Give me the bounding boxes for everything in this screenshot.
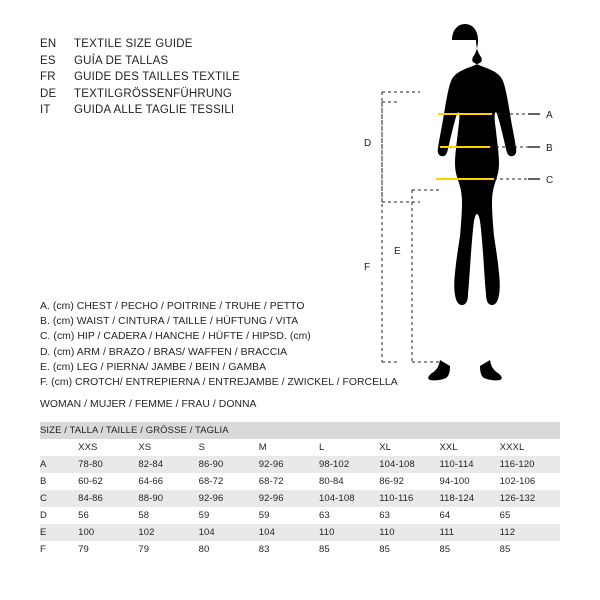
cell: 85 — [319, 541, 379, 558]
language-code: DE — [40, 87, 57, 100]
cell: 92-96 — [259, 456, 319, 473]
cell: 59 — [199, 507, 259, 524]
cell: 58 — [138, 507, 198, 524]
table-size-row — [40, 439, 560, 456]
row-label: E — [40, 524, 78, 541]
cell: 85 — [379, 541, 439, 558]
language-row — [40, 69, 340, 86]
cell: 104-108 — [319, 490, 379, 507]
cell: 110-116 — [379, 490, 439, 507]
bracket-leg-e — [412, 190, 440, 362]
cell: 104 — [199, 524, 259, 541]
cell: 79 — [78, 541, 138, 558]
cell: 92-96 — [259, 490, 319, 507]
cell: 118-124 — [439, 490, 499, 507]
mark-label-f: F — [364, 262, 371, 273]
cell: 102 — [138, 524, 198, 541]
cell: 112 — [500, 524, 560, 541]
cell: 126-132 — [500, 490, 560, 507]
cell: 86-92 — [379, 473, 439, 490]
cell: 94-100 — [439, 473, 499, 490]
table-header-filler — [319, 422, 379, 439]
size-table-wrapper — [40, 422, 560, 558]
language-title: GUIDA ALLE TAGLIE TESSILI — [74, 104, 235, 116]
size-row-blank — [40, 439, 78, 456]
table-header-row — [40, 422, 560, 439]
language-title: TEXTILGRÖSSENFÜHRUNG — [74, 87, 232, 100]
cell: 68-72 — [259, 473, 319, 490]
cell: 111 — [439, 524, 499, 541]
row-label: C — [40, 490, 78, 507]
row-label: A — [40, 456, 78, 473]
mark-label-a: A — [546, 110, 553, 121]
cell: 83 — [259, 541, 319, 558]
language-row — [40, 86, 340, 103]
language-titles — [40, 36, 340, 119]
cell: 102-106 — [500, 473, 560, 490]
table-header-filler — [439, 422, 499, 439]
cell: 65 — [500, 507, 560, 524]
cell: 64 — [439, 507, 499, 524]
legend-item: F. (cm) CROTCH/ ENTREPIERNA / ENTREJAMBE / ZWICKEL / FORCELLA — [40, 377, 398, 389]
cell: 85 — [439, 541, 499, 558]
table-row — [40, 541, 560, 558]
table-row — [40, 473, 560, 490]
cell: 84-86 — [78, 490, 138, 507]
table-header-filler — [500, 422, 560, 439]
cell: 63 — [379, 507, 439, 524]
cell: 59 — [259, 507, 319, 524]
measurement-legend — [40, 299, 400, 390]
size-col-xxs: XXS — [78, 439, 138, 456]
table-row — [40, 507, 560, 524]
language-row — [40, 36, 340, 53]
size-col-xxl: XXL — [439, 439, 499, 456]
size-col-xxxl: XXXL — [500, 439, 560, 456]
cell: 80-84 — [319, 473, 379, 490]
cell: 104 — [259, 524, 319, 541]
silhouette-shape — [428, 24, 516, 380]
cell: 68-72 — [199, 473, 259, 490]
cell: 116-120 — [500, 456, 560, 473]
audience-label: WOMAN / MUJER / FEMME / FRAU / DONNA — [40, 399, 257, 410]
cell: 88-90 — [138, 490, 198, 507]
table-row — [40, 524, 560, 541]
size-col-m: M — [259, 439, 319, 456]
cell: 80 — [199, 541, 259, 558]
cell: 56 — [78, 507, 138, 524]
cell: 82-84 — [138, 456, 198, 473]
cell: 63 — [319, 507, 379, 524]
legend-item: E. (cm) LEG / PIERNA/ JAMBE / BEIN / GAMBA — [40, 361, 267, 373]
table-header-filler — [379, 422, 439, 439]
cell: 98-102 — [319, 456, 379, 473]
cell: 110 — [379, 524, 439, 541]
size-table — [40, 422, 560, 558]
legend-item: C. (cm) HIP / CADERA / HANCHE / HÜFTE / HIPSD. (cm) — [40, 331, 311, 343]
table-header-filler — [259, 422, 319, 439]
legend-item: A. (cm) CHEST / PECHO / POITRINE / TRUHE / PETTO — [40, 301, 305, 312]
mark-label-b: B — [546, 143, 553, 154]
row-label: F — [40, 541, 78, 558]
cell: 85 — [500, 541, 560, 558]
cell: 110 — [319, 524, 379, 541]
size-col-s: S — [199, 439, 259, 456]
legend-item: B. (cm) WAIST / CINTURA / TAILLE / HÜFTUNG / VITA — [40, 316, 299, 328]
table-corner-label: SIZE / TALLA / TAILLE / GRÖSSE / TAGLIA — [40, 422, 259, 439]
row-label: B — [40, 473, 78, 490]
cell: 110-114 — [439, 456, 499, 473]
mark-label-d: D — [364, 138, 372, 149]
mark-label-c: C — [546, 175, 554, 186]
language-row — [40, 53, 340, 70]
size-col-xl: XL — [379, 439, 439, 456]
language-title: GUÍA DE TALLAS — [74, 54, 169, 67]
cell: 60-62 — [78, 473, 138, 490]
mark-label-e: E — [394, 246, 401, 257]
cell: 100 — [78, 524, 138, 541]
cell: 86-90 — [199, 456, 259, 473]
language-code: IT — [40, 104, 51, 116]
language-title: GUIDE DES TAILLES TEXTILE — [74, 71, 241, 83]
cell: 92-96 — [199, 490, 259, 507]
table-row — [40, 490, 560, 507]
leader-solid-ticks — [528, 114, 540, 179]
cell: 79 — [138, 541, 198, 558]
language-code: EN — [40, 38, 57, 50]
legend-item: D. (cm) ARM / BRAZO / BRAS/ WAFFEN / BRACCIA — [40, 346, 288, 358]
size-col-l: L — [319, 439, 379, 456]
cell: 104-108 — [379, 456, 439, 473]
language-row — [40, 102, 340, 119]
row-label: D — [40, 507, 78, 524]
language-title: TEXTILE SIZE GUIDE — [74, 38, 193, 50]
table-row — [40, 456, 560, 473]
cell: 78-80 — [78, 456, 138, 473]
cell: 64-66 — [138, 473, 198, 490]
size-col-xs: XS — [138, 439, 198, 456]
language-code: FR — [40, 71, 56, 83]
bracket-arm-d — [382, 92, 420, 202]
language-code: ES — [40, 54, 56, 67]
